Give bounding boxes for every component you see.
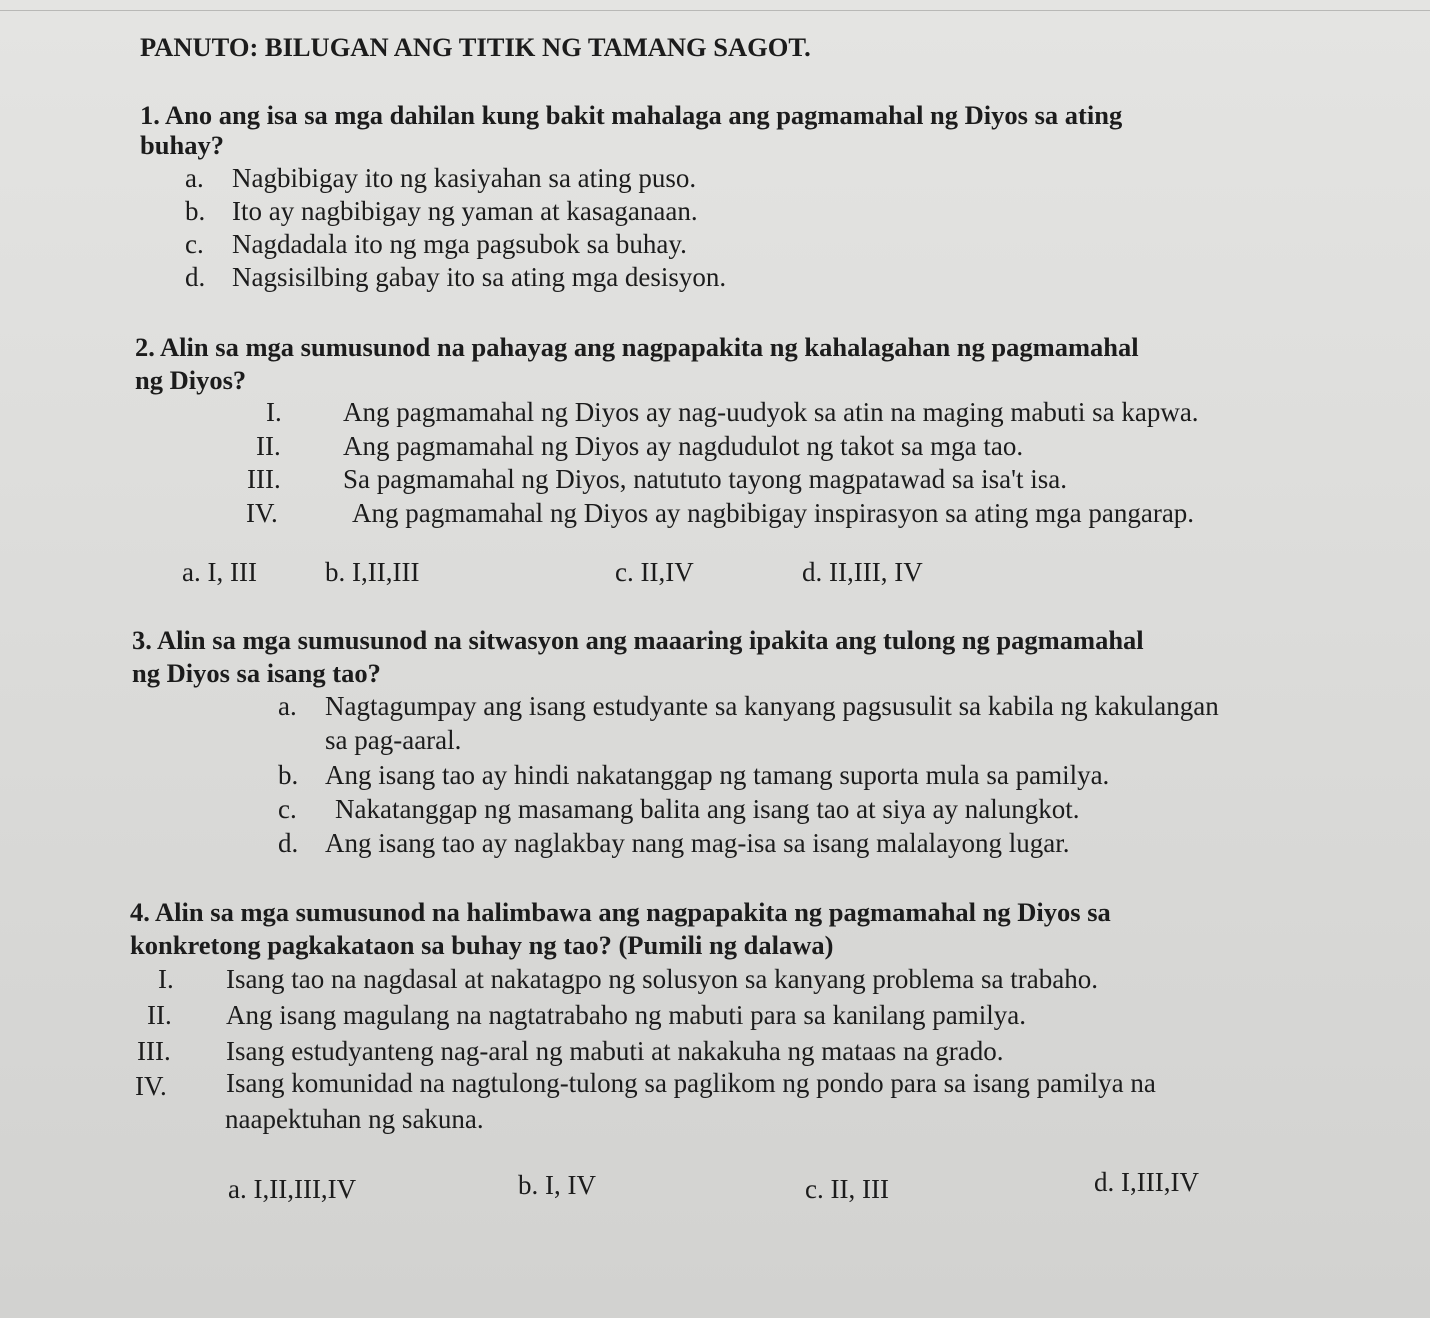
q1-option-b-text: Ito ay nagbibigay ng yaman at kasaganaan.: [232, 196, 698, 226]
question-1-text-line2: buhay?: [140, 130, 224, 160]
q2-statement-2-text: Ang pagmamahal ng Diyos ay nagdudulot ng takot sa mga tao.: [343, 431, 1024, 461]
q1-option-c-text: Nagdadala ito ng mga pagsubok sa buhay.: [232, 229, 687, 259]
q1-option-d-letter[interactable]: d.: [185, 262, 206, 292]
instructions-heading: PANUTO: BILUGAN ANG TITIK NG TAMANG SAGOT.: [140, 32, 811, 62]
q3-option-a-text-cont: sa pag-aaral.: [325, 725, 462, 755]
q4-statement-3-numeral: III.: [137, 1036, 171, 1066]
q4-choice-b[interactable]: b. I, IV: [518, 1170, 596, 1200]
q2-choice-d[interactable]: d. II,III, IV: [802, 557, 923, 587]
q2-statement-3-numeral: III.: [247, 464, 281, 494]
q2-statement-4-text: Ang pagmamahal ng Diyos ay nagbibigay inspirasyon sa ating mga pangarap.: [352, 498, 1195, 528]
question-4-text-line2: konkretong pagkakataon sa buhay ng tao? (Pumili ng dalawa): [130, 930, 834, 960]
question-3-text-line2: ng Diyos sa isang tao?: [132, 658, 381, 688]
q4-statement-2-numeral: II.: [147, 1000, 172, 1030]
question-1-text-line1: 1. Ano ang isa sa mga dahilan kung bakit mahalaga ang pagmamahal ng Diyos sa ating: [140, 100, 1123, 130]
q2-statement-4-numeral: IV.: [246, 498, 278, 528]
q3-option-d-letter[interactable]: d.: [278, 828, 299, 858]
q4-choice-d[interactable]: d. I,III,IV: [1094, 1167, 1199, 1197]
q1-option-a-letter[interactable]: a.: [185, 163, 204, 193]
q3-option-a-text: Nagtagumpay ang isang estudyante sa kanyang pagsusulit sa kabila ng kakulangan: [325, 691, 1219, 721]
q4-statement-3-text: Isang estudyanteng nag-aral ng mabuti at nakakuha ng mataas na grado.: [226, 1036, 1004, 1066]
q2-choice-b[interactable]: b. I,II,III: [325, 557, 420, 587]
page-edge-line: [0, 10, 1430, 11]
q4-statement-4-text: Isang komunidad na nagtulong-tulong sa paglikom ng pondo para sa isang pamilya na: [226, 1068, 1156, 1098]
q4-statement-1-numeral: I.: [158, 964, 174, 994]
q3-option-b-text: Ang isang tao ay hindi nakatanggap ng tamang suporta mula sa pamilya.: [325, 760, 1110, 790]
q2-choice-a[interactable]: a. I, III: [182, 557, 257, 587]
q3-option-b-letter[interactable]: b.: [278, 760, 299, 790]
q2-choice-c[interactable]: c. II,IV: [615, 557, 694, 587]
q4-statement-4-text-cont: naapektuhan ng sakuna.: [225, 1104, 484, 1134]
q2-statement-1-numeral: I.: [266, 397, 282, 427]
q3-option-c-letter[interactable]: c.: [278, 794, 297, 824]
q1-option-d-text: Nagsisilbing gabay ito sa ating mga desisyon.: [232, 262, 727, 292]
q4-statement-2-text: Ang isang magulang na nagtatrabaho ng mabuti para sa kanilang pamilya.: [226, 1000, 1027, 1030]
q4-statement-1-text: Isang tao na nagdasal at nakatagpo ng solusyon sa kanyang problema sa trabaho.: [226, 964, 1098, 994]
q2-statement-2-numeral: II.: [256, 431, 281, 461]
question-4-text-line1: 4. Alin sa mga sumusunod na halimbawa ang nagpapakita ng pagmamahal ng Diyos sa: [130, 897, 1111, 927]
q3-option-a-letter[interactable]: a.: [278, 691, 297, 721]
q1-option-b-letter[interactable]: b.: [185, 196, 206, 226]
question-2-text-line1: 2. Alin sa mga sumusunod na pahayag ang nagpapakita ng kahalagahan ng pagmamahal: [135, 332, 1139, 362]
q4-statement-4-numeral: IV.: [135, 1071, 167, 1101]
q2-statement-3-text: Sa pagmamahal ng Diyos, natututo tayong magpatawad sa isa't isa.: [343, 464, 1067, 494]
q4-choice-a[interactable]: a. I,II,III,IV: [228, 1174, 357, 1204]
q1-option-a-text: Nagbibigay ito ng kasiyahan sa ating puso.: [232, 163, 697, 193]
q3-option-d-text: Ang isang tao ay naglakbay nang mag-isa sa isang malalayong lugar.: [325, 828, 1070, 858]
q3-option-c-text: Nakatanggap ng masamang balita ang isang tao at siya ay nalungkot.: [335, 794, 1080, 824]
q1-option-c-letter[interactable]: c.: [185, 229, 204, 259]
question-3-text-line1: 3. Alin sa mga sumusunod na sitwasyon ang maaaring ipakita ang tulong ng pagmamahal: [132, 625, 1144, 655]
q4-choice-c[interactable]: c. II, III: [805, 1174, 889, 1204]
q2-statement-1-text: Ang pagmamahal ng Diyos ay nag-uudyok sa atin na maging mabuti sa kapwa.: [343, 397, 1199, 427]
question-2-text-line2: ng Diyos?: [135, 365, 247, 395]
